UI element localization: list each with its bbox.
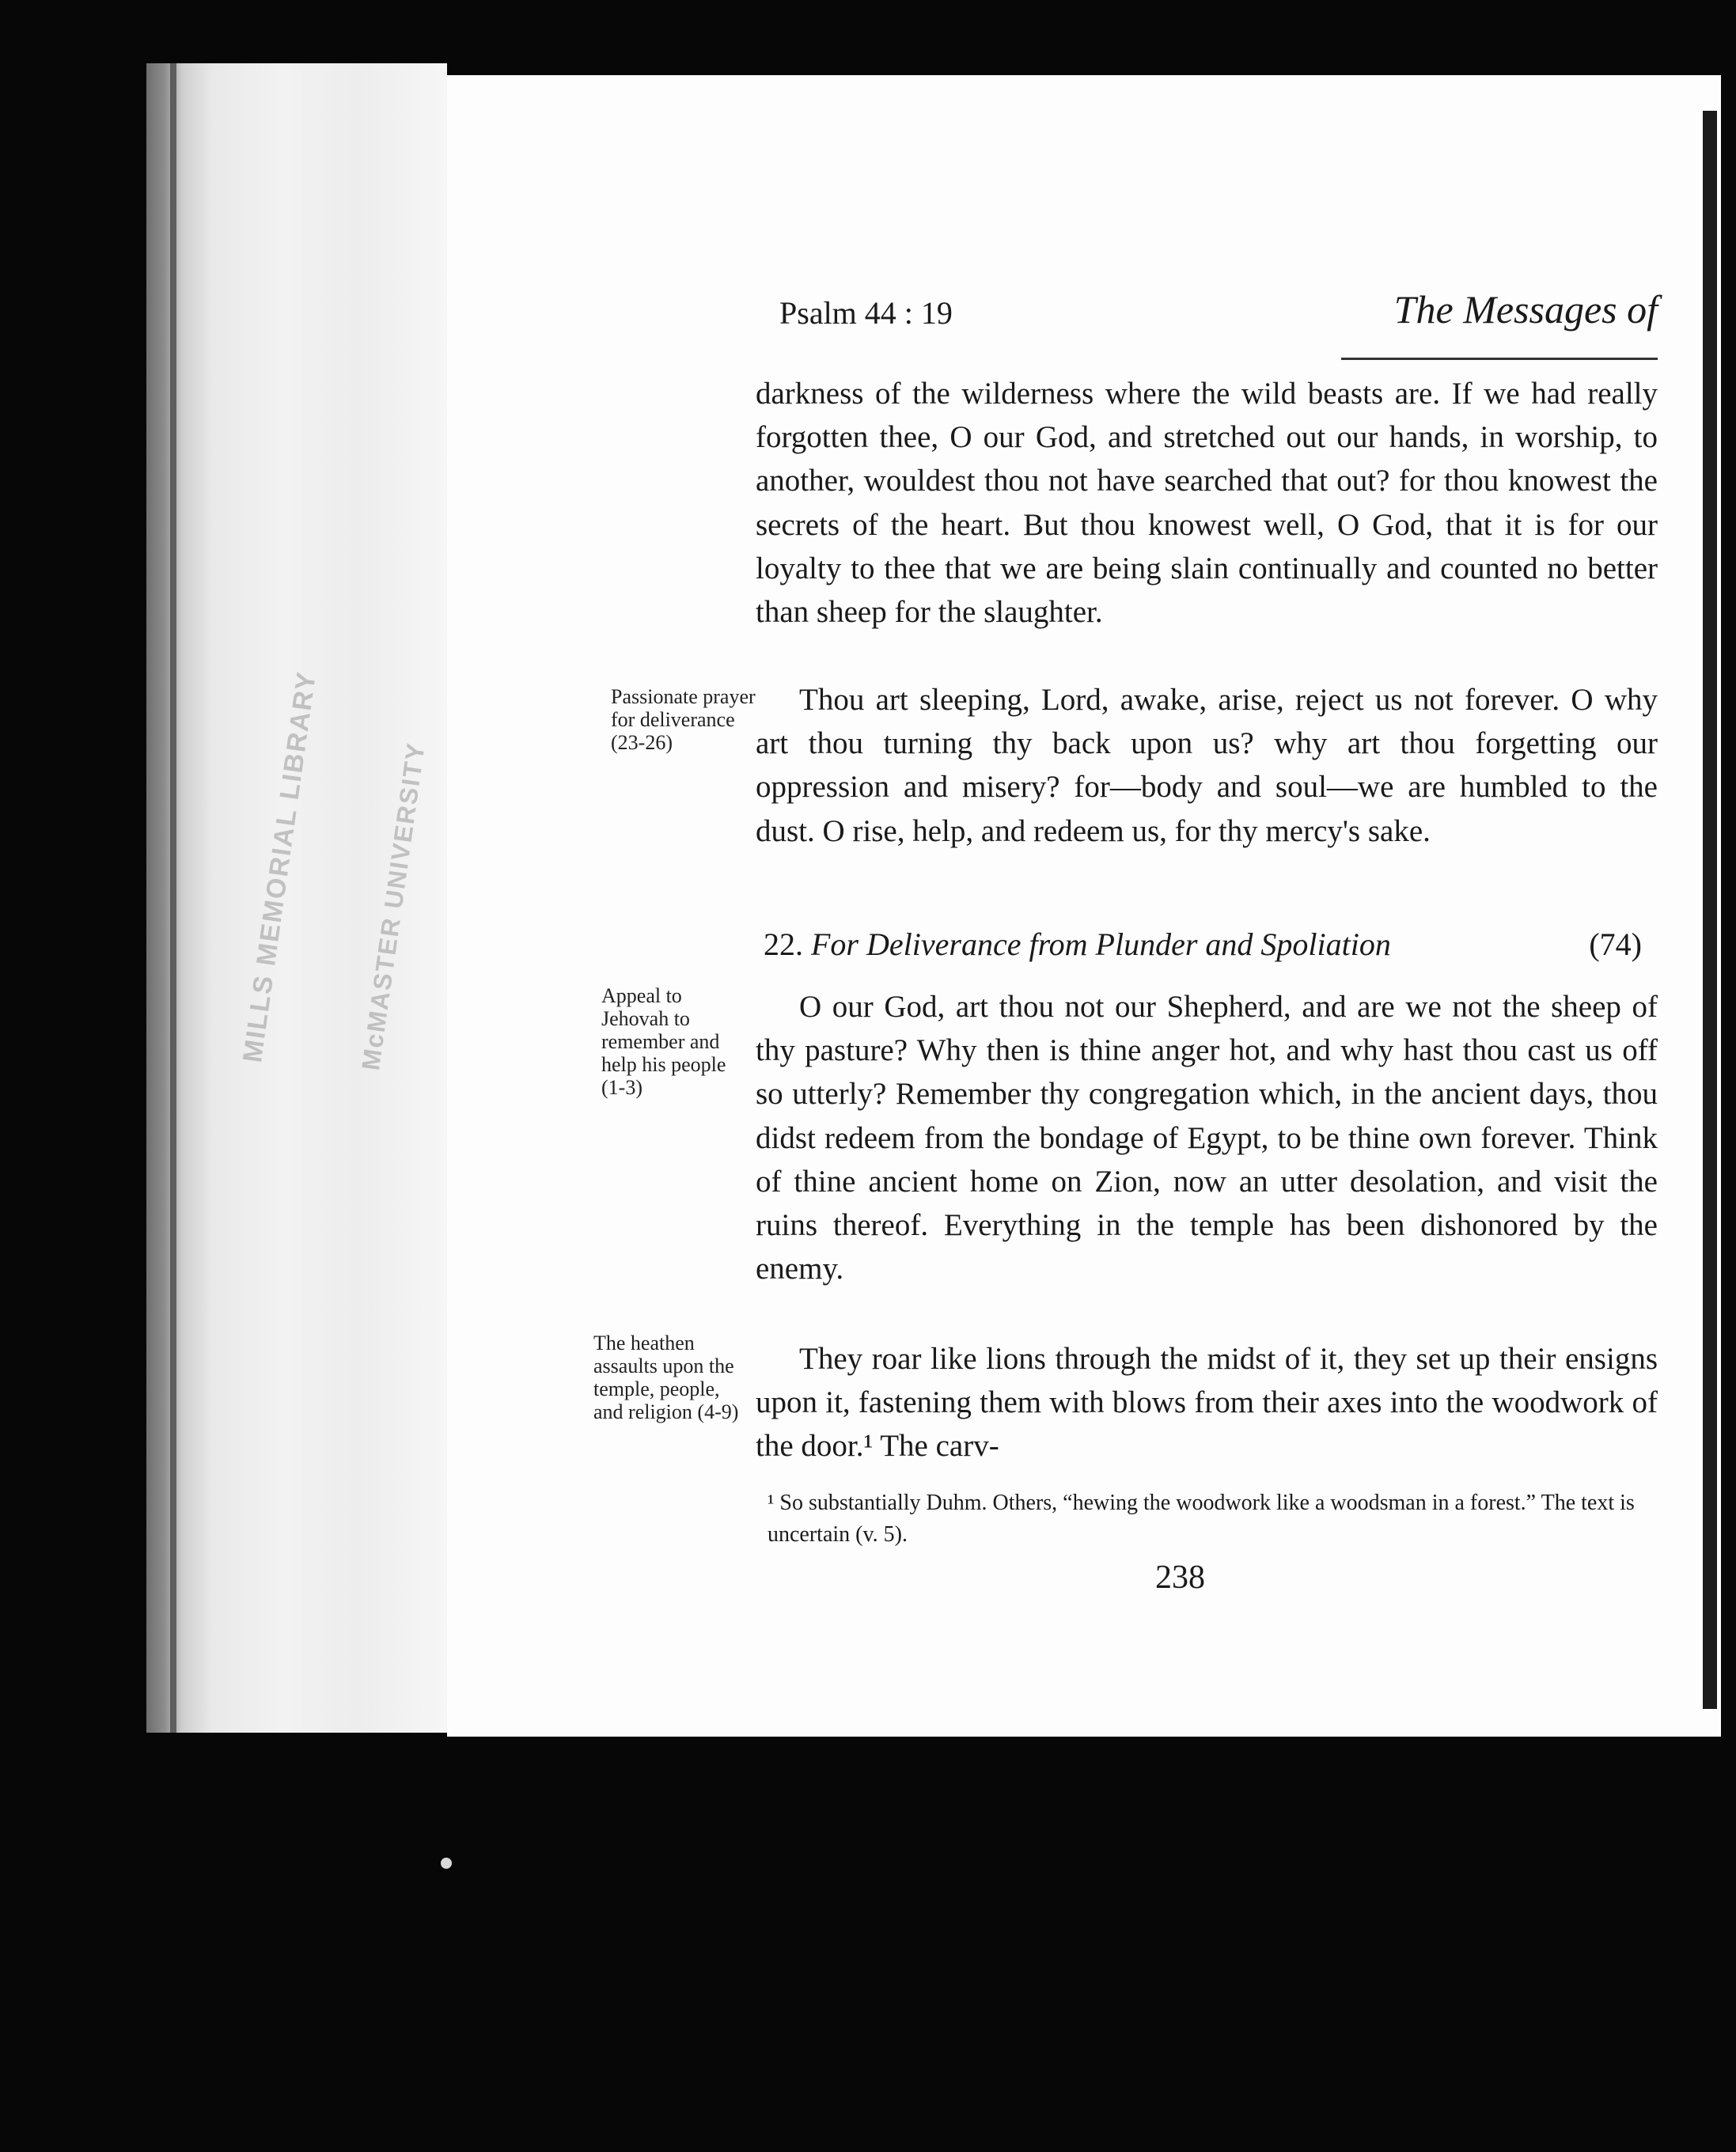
binding-shadow (170, 63, 176, 1733)
library-stamp-secondary: McMASTER UNIVERSITY (356, 740, 430, 1073)
footnote: ¹ So substantially Duhm. Others, “hewing the woodwork like a woodsman in a forest.” The text is uncertain (v. 5). (768, 1491, 1635, 1547)
psalm-reference: (74) (1589, 926, 1642, 962)
paragraph-text: O our God, art thou not our Shepherd, and are we not the sheep of thy pasture? Why then is thine anger hot, and why hast thou cast us off so utterly? Remember thy congregation which, in the ancient days, thou didst redeem from the bondage of Egypt, to be thine own forever. Think of thine ancient home on Zion, now an utter desolation, and visit the ruins thereof. Everything in the temple has been dishonored by the enemy. (756, 990, 1658, 1286)
running-header (779, 286, 1658, 358)
paragraph-text: darkness of the wilderness where the wild beasts are. If we had really forgotten thee, O our God, and stretched out our hands, in worship, to another, wouldest thou not have searched that out? for thou knowest the secrets of the heart. But thou knowest well, O God, that it is for our loyalty to thee that we are being slain continually and counted no better than sheep for the slaughter. (756, 377, 1658, 630)
margin-note: The heathen assaults upon the temple, people, and religion (4-9) (593, 1332, 739, 1423)
page-number: 238 (1155, 1559, 1205, 1596)
section-heading (764, 926, 1642, 963)
paragraph-text: They roar like lions through the midst of it, they set up their ensigns upon it, fastening them with blows from their axes into the woodwork of the door.¹ The carv- (756, 1342, 1658, 1464)
paragraph-text: Thou art sleeping, Lord, awake, arise, reject us not forever. O why art thou turning thy back upon us? why art thou forgetting our oppression and misery? for—body and soul—we are humbled to the dust. O rise, help, and redeem us, for thy mercy's sake. (756, 683, 1658, 848)
margin-note: Appeal to Jehovah to remember and help his people (1-3) (601, 984, 726, 1099)
margin-note: Passionate prayer for deliverance (23-26) (611, 685, 756, 754)
body-paragraph (756, 985, 1658, 1290)
page-edge-right (1703, 111, 1717, 1709)
body-paragraph (756, 678, 1658, 853)
library-stamp: MILLS MEMORIAL LIBRARY (237, 669, 323, 1065)
running-header-left: Psalm 44 : 19 (779, 295, 953, 331)
header-rule (1341, 358, 1658, 360)
running-header-right: The Messages of (1393, 287, 1658, 332)
section-number: 22. (764, 926, 803, 962)
body-paragraph (756, 372, 1658, 634)
section-title: For Deliverance from Plunder and Spoliation (811, 926, 1391, 962)
scan-speck (441, 1858, 452, 1869)
body-paragraph (756, 1337, 1658, 1468)
